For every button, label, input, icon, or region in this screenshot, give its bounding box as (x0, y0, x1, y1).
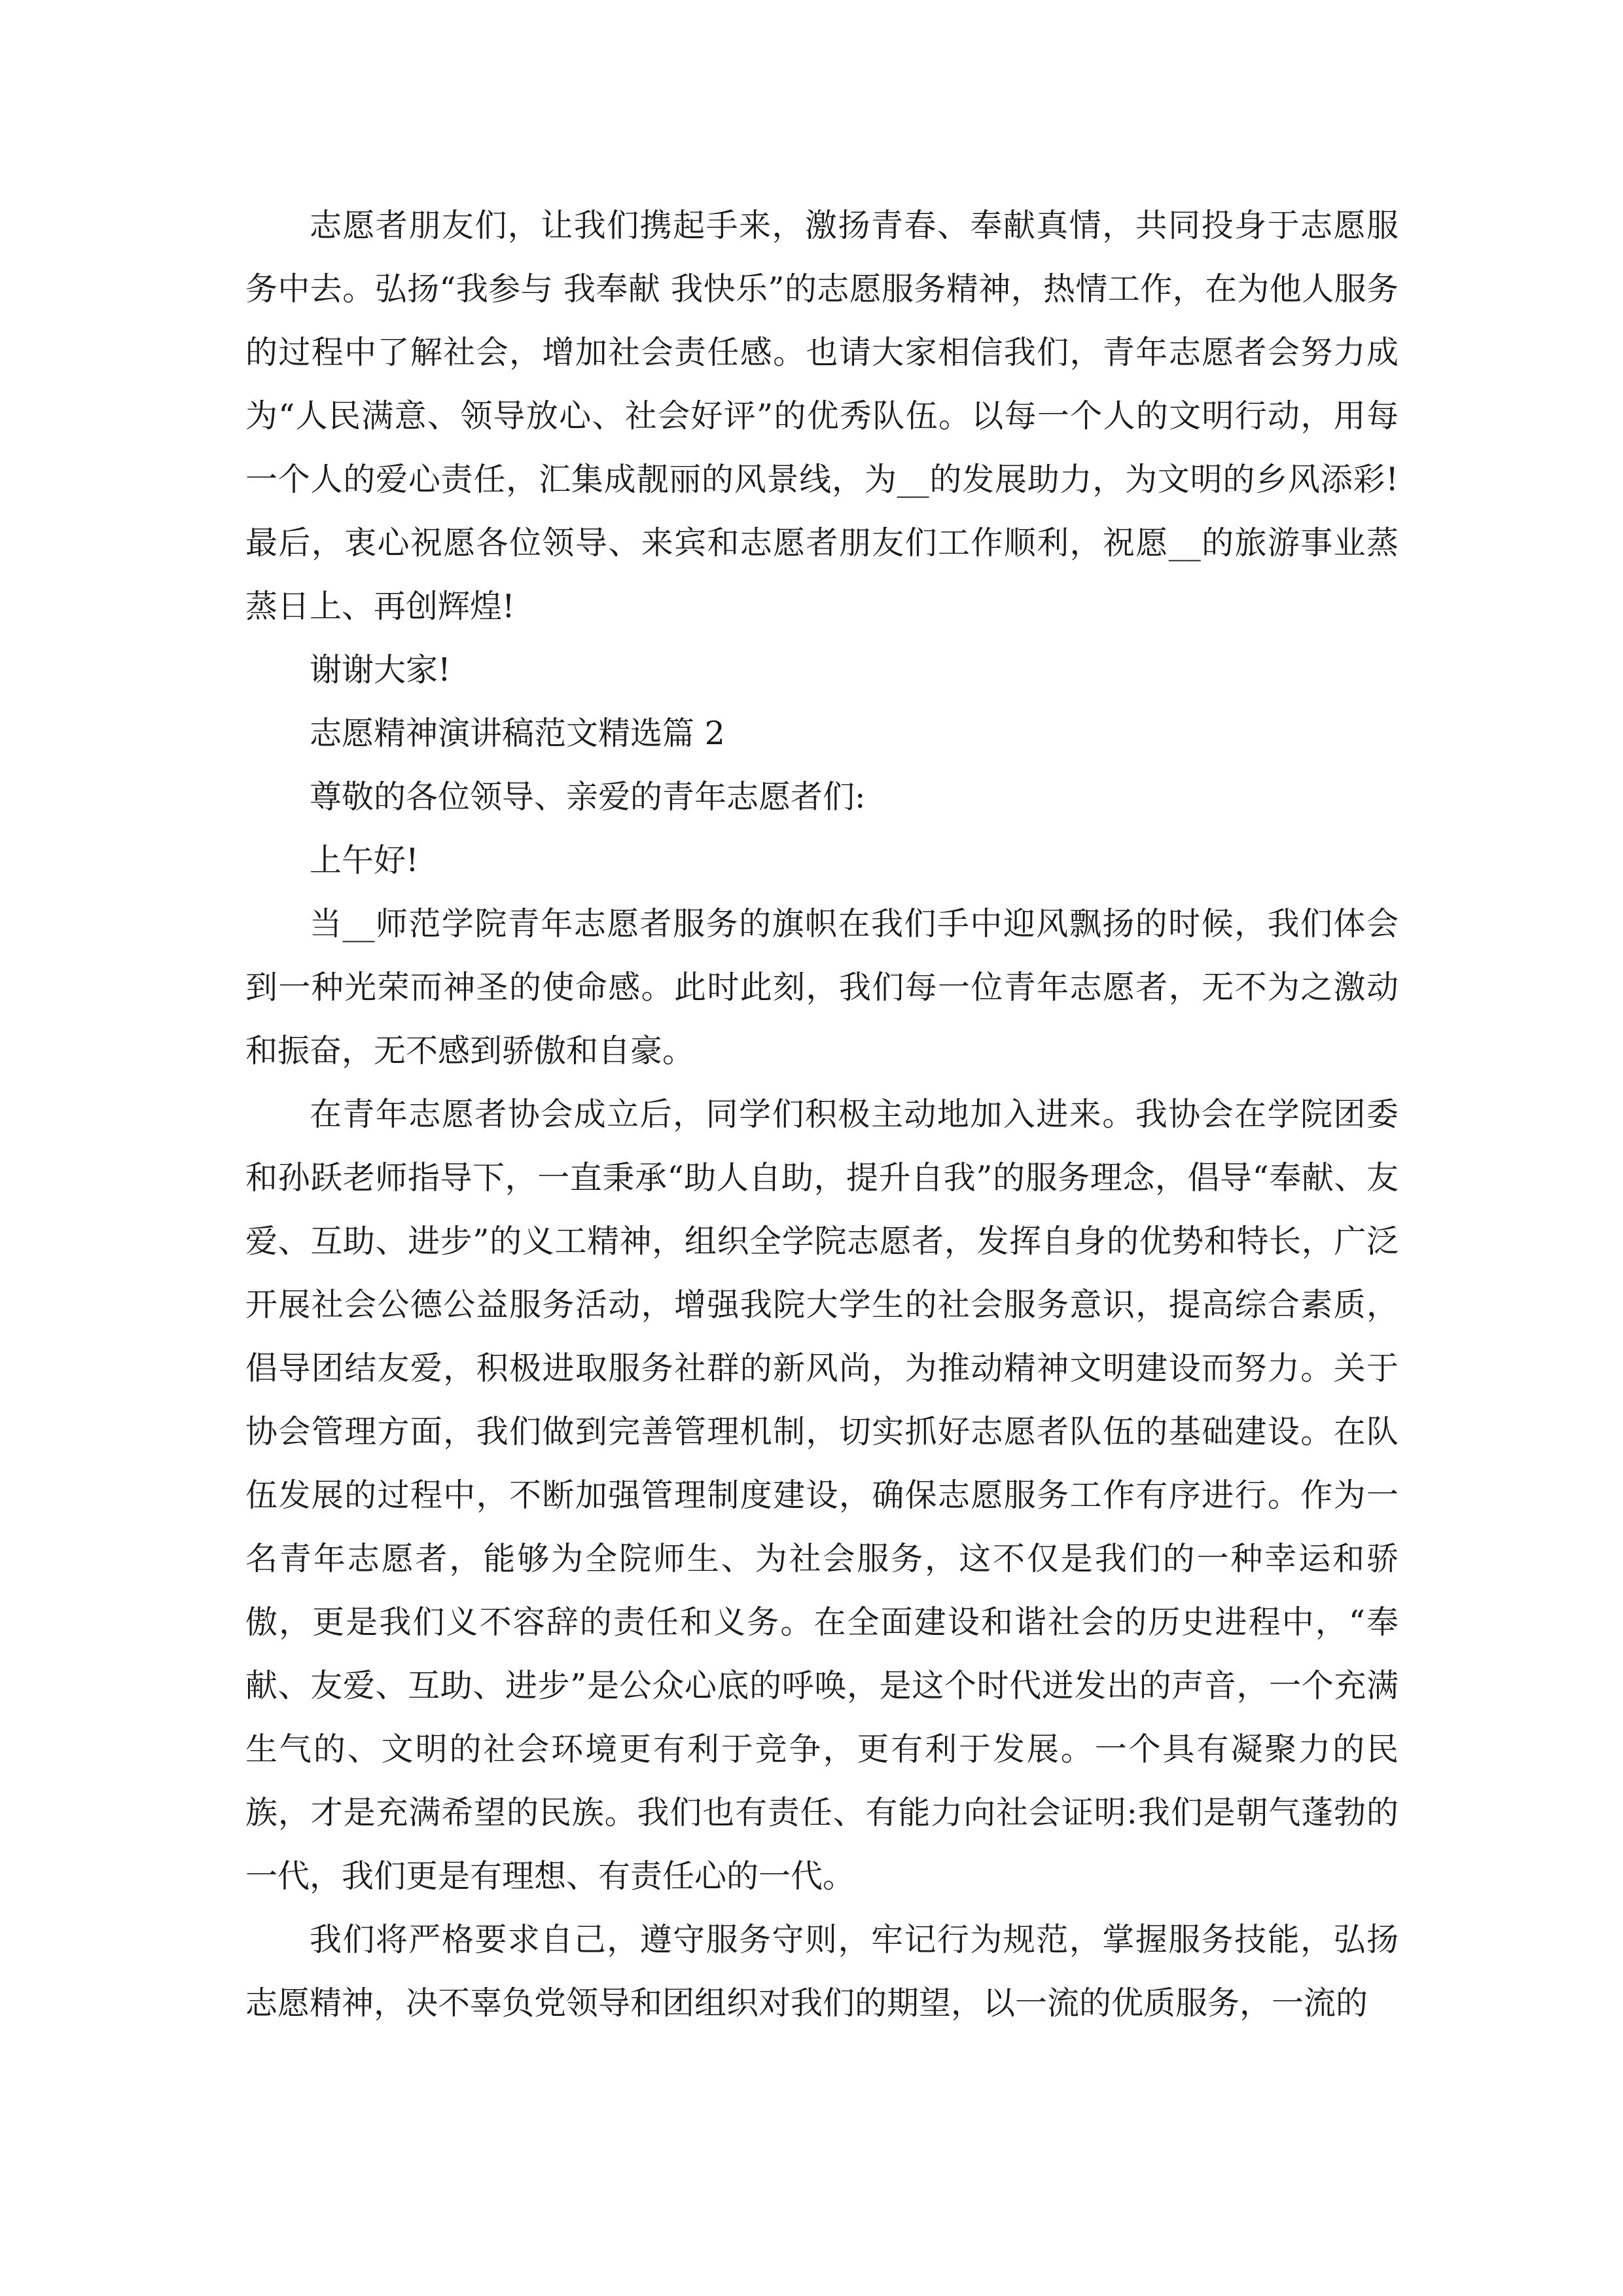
paragraph-thanks: 谢谢大家! (310, 651, 451, 689)
section-heading: 志愿精神演讲稿范文精选篇 2 (310, 715, 725, 752)
paragraph-opening: 当__师范学院青年志愿者服务的旗帜在我们手中迎风飘扬的时候，我们体会到一种光荣而神圣的使命感。此时此刻，我们每一位青年志愿者，无不为之激动和振奋，无不感到骄傲和自豪。 (245, 905, 1399, 1069)
paragraph-closing-appeal: 志愿者朋友们，让我们携起手来，激扬青春、奉献真情，共同投身于志愿服务中去。弘扬“我参与 我奉献 我快乐”的志愿服务精神，热情工作，在为他人服务的过程中了解社会，增加社会责任感。也请大家相信我们，青年志愿者会努力成为“人民满意、领导放心、社会好评”的优秀队伍。以每一个人的文明行动，用每一个人的爱心责任，汇集成靓丽的风景线，为__的发展助力，为文明的乡风添彩!最后，衷心祝愿各位领导、来宾和志愿者朋友们工作顺利，祝愿__的旅游事业蒸蒸日上、再创辉煌! (245, 207, 1399, 625)
paragraph-salutation: 尊敬的各位领导、亲爱的青年志愿者们: (310, 778, 866, 816)
paragraph-greeting: 上午好! (310, 842, 419, 879)
paragraph-association: 在青年志愿者协会成立后，同学们积极主动地加入进来。我协会在学院团委和孙跃老师指导下，一直秉承“助人自助，提升自我”的服务理念，倡导“奉献、友爱、互助、进步”的义工精神，组织全学院志愿者，发挥自身的优势和特长，广泛开展社会公德公益服务活动，增强我院大学生的社会服务意识，提高综合素质，倡导团结友爱，积极进取服务社群的新风尚，为推动精神文明建设而努力。关于协会管理方面，我们做到完善管理机制，切实抓好志愿者队伍的基础建设。在队伍发展的过程中，不断加强管理制度建设，确保志愿服务工作有序进行。作为一名青年志愿者，能够为全院师生、为社会服务，这不仅是我们的一种幸运和骄傲，更是我们义不容辞的责任和义务。在全面建设和谐社会的历史进程中，“奉献、友爱、互助、进步”是公众心底的呼唤，是这个时代迸发出的声音，一个充满生气的、文明的社会环境更有利于竞争，更有利于发展。一个具有凝聚力的民族，才是充满希望的民族。我们也有责任、有能力向社会证明:我们是朝气蓬勃的一代，我们更是有理想、有责任心的一代。 (245, 1096, 1399, 1895)
paragraph-commitment: 我们将严格要求自己，遵守服务守则，牢记行为规范，掌握服务技能，弘扬志愿精神，决不辜负党领导和团组织对我们的期望，以一流的优质服务，一流的 (245, 1921, 1399, 2022)
document-body (245, 194, 1399, 2035)
